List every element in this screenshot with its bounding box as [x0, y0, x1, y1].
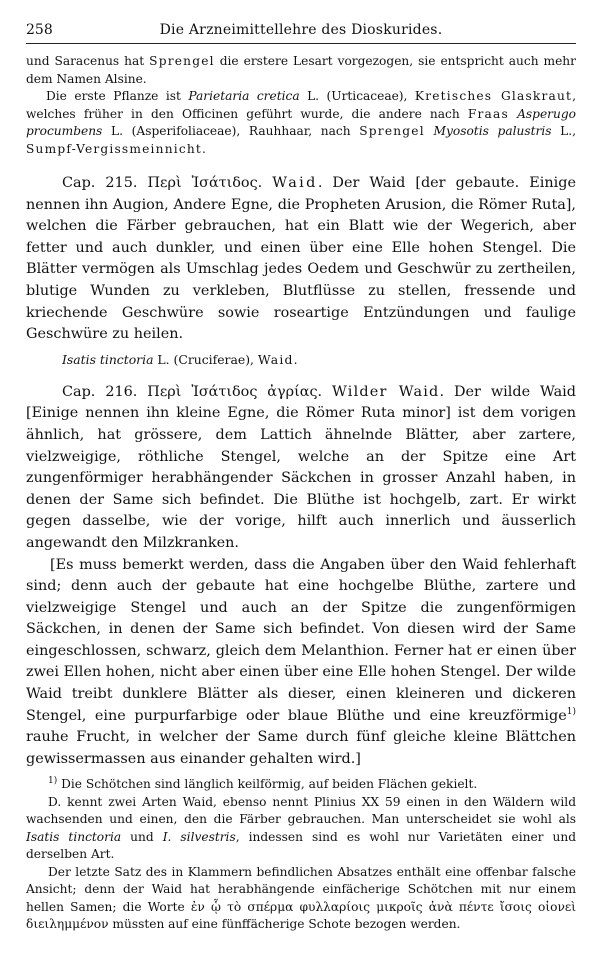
intro-paragraph-2: Die erste Pflanze ist Parietaria cretica L. (Urticaceae), Kretisches Glaskraut, welches früher in den Officinen geführt wurde, die andere nach Fraas Asperugo procumbens L. (Asperifoliaceae), Rauhhaar, nach Sprengel Myosotis palustris L., Sumpf-Vergissmeinnicht.: [26, 89, 576, 156]
greek-quotation: ἐν ᾧ τὸ σπέρμα φυλλαρίοις μικροῖς ἀνὰ πέντε ἴσοις οἱονεὶ διειλημμένον: [26, 899, 576, 932]
running-header: [26, 22, 576, 44]
intro-paragraph-1: und Saracenus hat Sprengel die erstere Lesart vorgezogen, sie entspricht auch mehr dem Namen Alsine.: [26, 54, 576, 86]
commentary-paragraph-1: D. kennt zwei Arten Waid, ebenso nennt Plinius XX 59 einen in den Wäldern wild wachsenden und einen, den die Färber gebrauchen. Man unterscheidet sie wohl als Isatis tinctoria und I. silvestris, indessen sind es wohl nur Varietäten einer und derselben Art.: [26, 794, 577, 862]
footnote-1: $^{1)}$ Die Schötchen sind länglich keilförmig, auf beiden Flächen gekielt.: [48, 776, 478, 792]
footnote-marker: 1): [566, 706, 576, 717]
footnotes: [26, 776, 576, 934]
commentary-paragraph-2: Der letzte Satz des in Klammern befindlichen Absatzes enthält eine offenbar falsche Ansicht; denn der Waid hat herabhängende einfächerige Schötchen mit nur einem hellen Samen; die Worte ἐν ᾧ τὸ σπέρμα φυλλαρίοις μικροῖς ἀνὰ πέντε ἴσοις οἱονεὶ διειλημμένον müssten auf eine fünffächerige Schote bezogen werden.: [26, 864, 576, 932]
greek-heading-216: Περὶ Ἰσάτιδος ἀγρίας: [147, 383, 318, 400]
chapter-216-bracketed-paragraph: [Es muss bemerkt werden, dass die Angaben über den Waid fehlerhaft sind; denn auch der gebaute hat eine hochgelbe Blüthe, zartere und vielzweigige Stengel und auch an der Spitze die zungenförmigen Säckchen, in denen der Same sich befindet. Von diesen wird der Same eingeschlossen, schwarz, gleich dem Melanthion. Ferner hat er einen über zwei Ellen hohen, nicht aber einen über eine Elle hohen Stengel. Der wilde Waid treibt dunklere Blätter als dieser, einen kleineren und dickeren Stengel, eine purpurfarbige oder blaue Blüthe und eine kreuzförmige$^{1)}$ rauhe Frucht, in welcher der Same durch fünf gleiche kleine Blättchen gewissermassen aus einander gehalten wird.]: [26, 556, 576, 767]
chapter-215-botanical-note: Isatis tinctoria L. (Cruciferae), Waid.: [62, 351, 298, 367]
chapter-215-paragraph: Cap. 215. Περὶ Ἰσάτιδος. Waid. Der Waid [der gebaute. Einige nennen ihn Augion, Andere Egne, die Propheten Arusion, die Römer Ruta], welchen die Färber gebrauchen, hat ein Blatt wie der Wegerich, aber fetter und auch dunkler, und einen über eine Elle hohen Stengel. Die Blätter vermögen als Umschlag jedes Oedem und Geschwür zu zertheilen, blutige Wunden zu verkleben, Blutflüsse zu stellen, fressende und kriechende Geschwüre sowie roseartige Entzündungen und faulige Geschwüre zu heilen.: [26, 175, 576, 343]
page-number: 258: [26, 22, 53, 38]
greek-heading-215: Περὶ Ἰσάτιδος: [147, 175, 258, 191]
chapter-216-paragraph: Cap. 216. Περὶ Ἰσάτιδος ἀγρίας. Wilder Waid. Der wilde Waid [Einige nennen ihn kleine Egne, die Römer Ruta minor] ist dem vorigen ähnlich, hat grössere, dem Lattich ähnelnde Blätter, aber zartere, vielzweigige, röthliche Stengel, welche an der Spitze eine Art zungenförmiger herabhängender Säckchen in grosser Anzahl haben, in denen der Same sich befindet. Die Blüthe ist hochgelb, zart. Er wirkt gegen dasselbe, wie der vorige, hilft auch innerlich und äusserlich angewandt den Milzkranken.: [26, 383, 576, 551]
running-title: Die Arzneimittellehre des Dioskurides.: [159, 22, 443, 38]
